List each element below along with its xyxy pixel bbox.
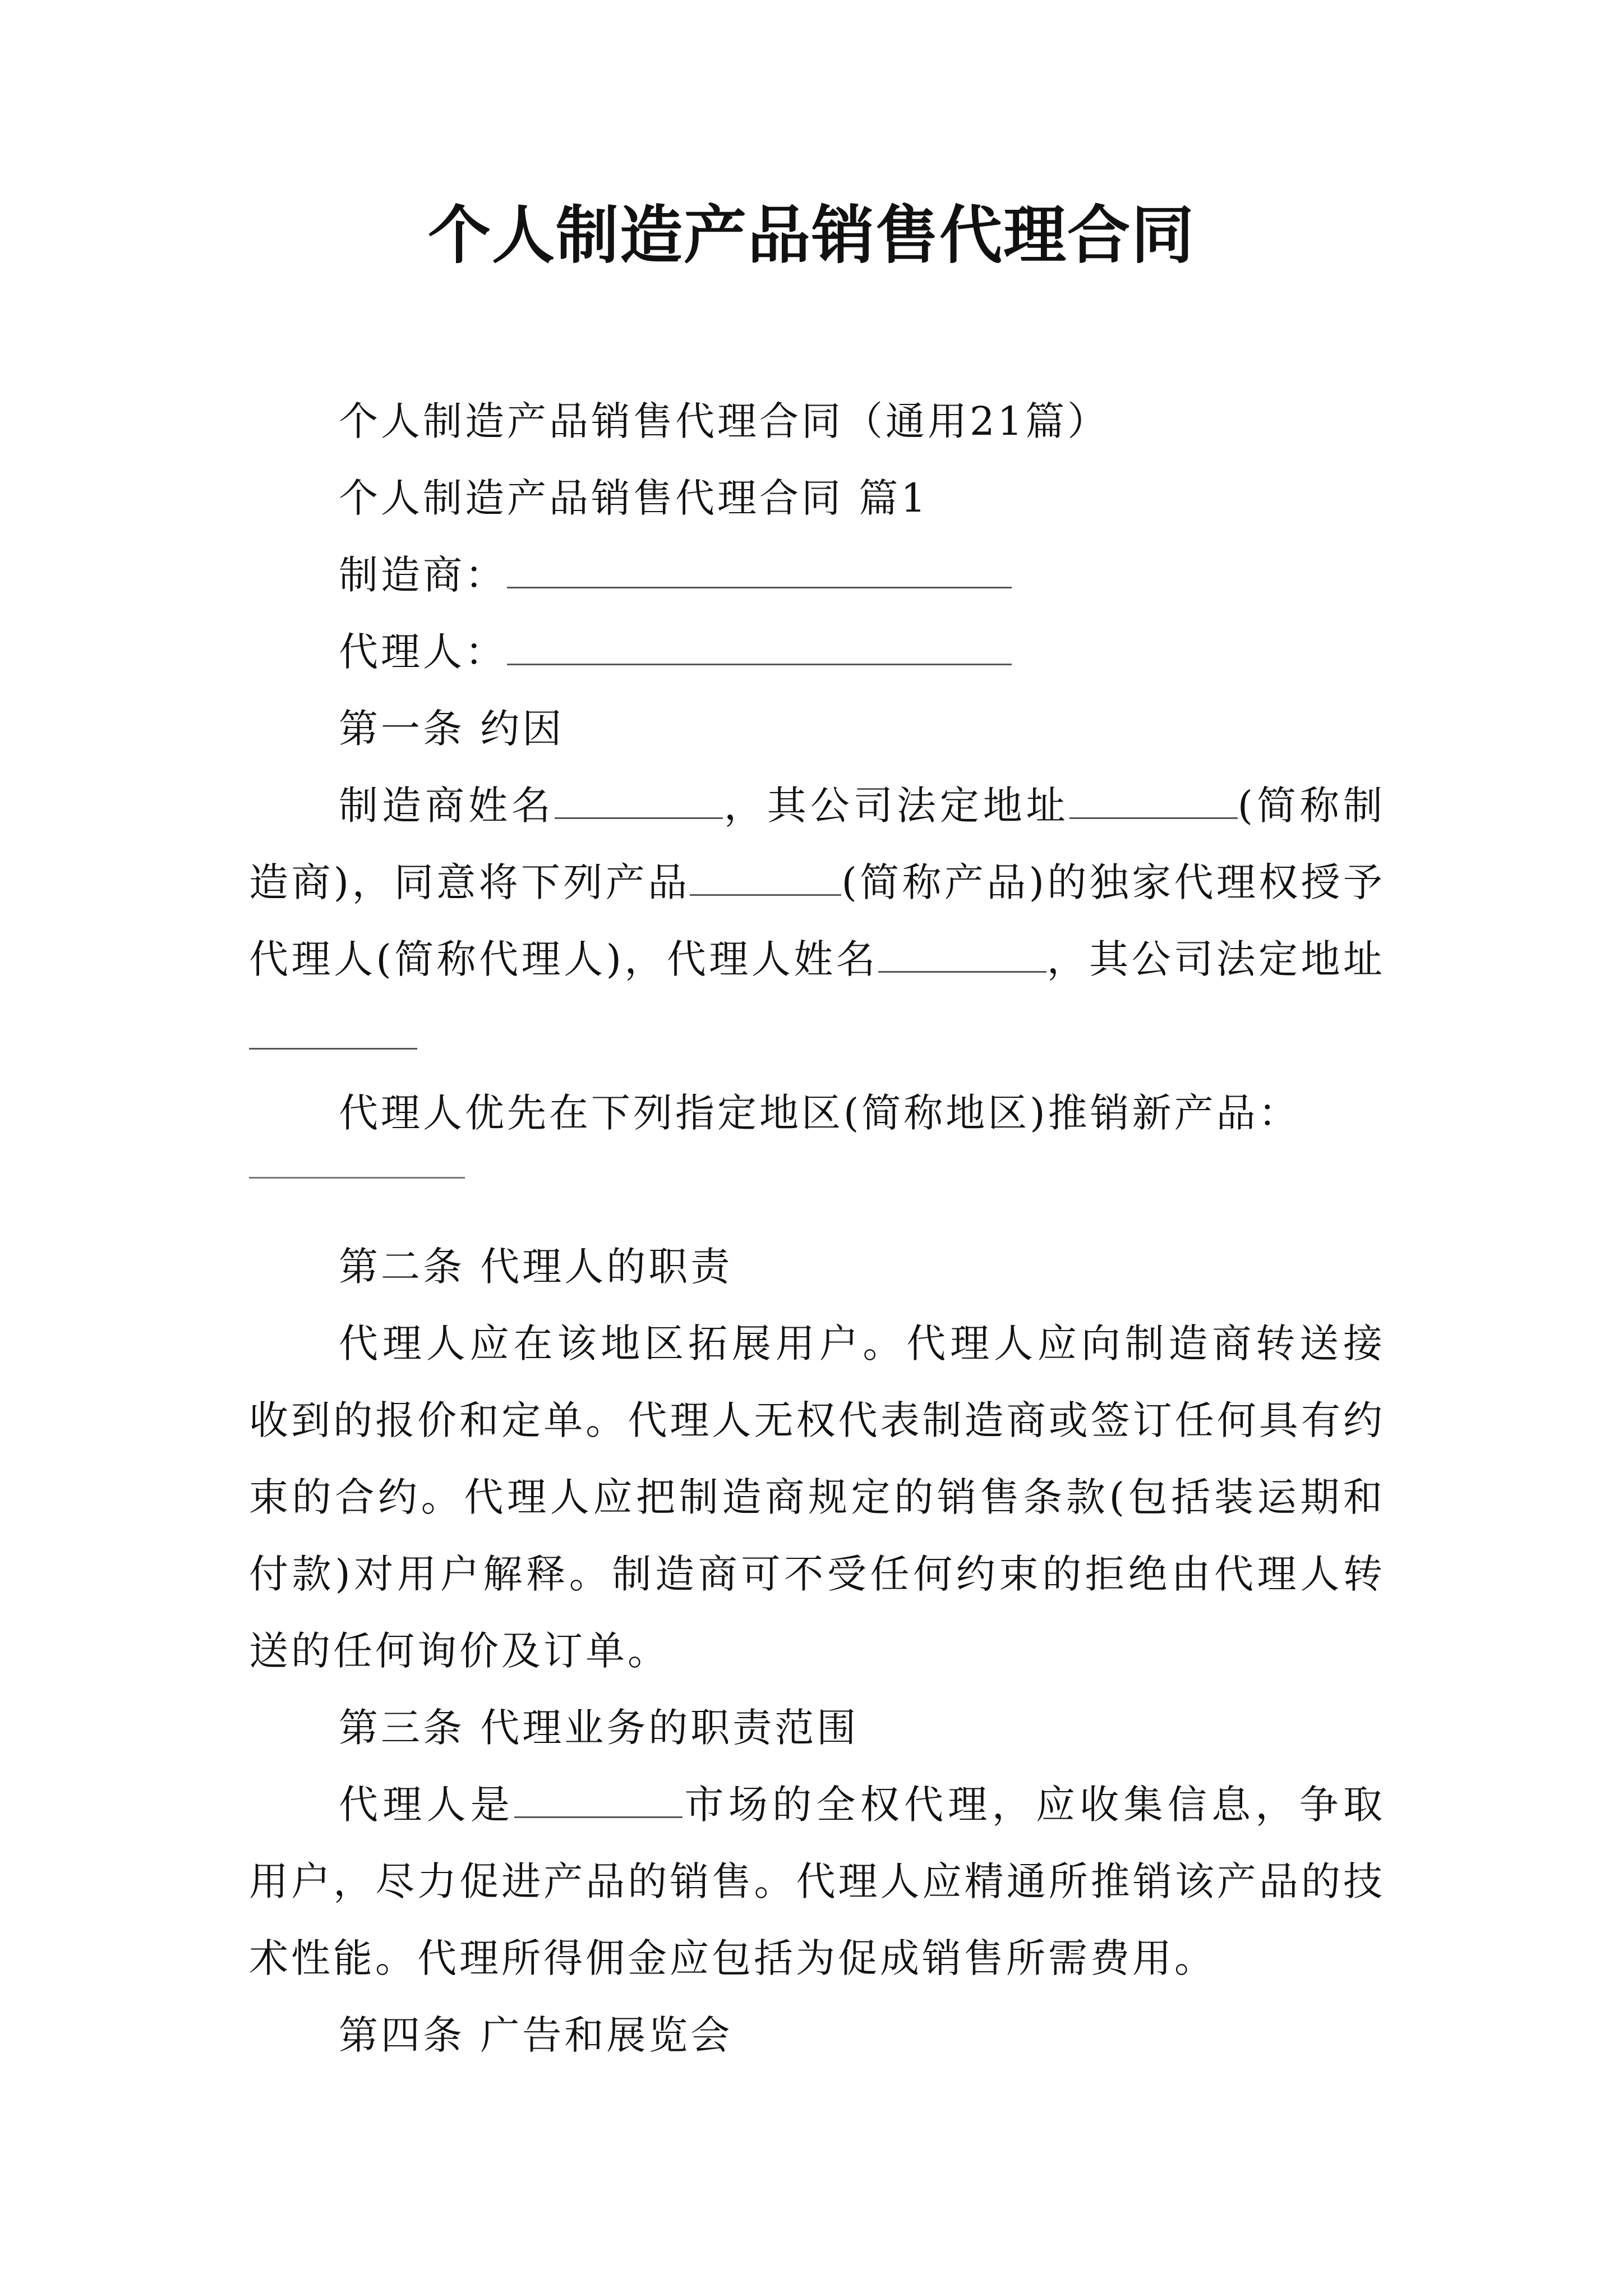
article-3-paragraph-1 [249, 1766, 1385, 1997]
text-run: 代理人是 [339, 1782, 515, 1828]
agent-address-blank [249, 1015, 417, 1050]
agent-label: 代理人： [339, 629, 507, 675]
region-blank-line [249, 1177, 465, 1179]
agent-line [249, 614, 1385, 691]
article-4-heading: 第四条 广告和展览会 [339, 2012, 733, 2058]
article-3-heading: 第三条 代理业务的职责范围 [339, 1705, 859, 1751]
text-run: 制造商姓名 [339, 783, 555, 829]
article-2-paragraph-1: 代理人应在该地区拓展用户。代理人应向制造商转送接收到的报价和定单。代理人无权代表制造商或签订任何具有约束的合约。代理人应把制造商规定的销售条款(包括装运期和付款)对用户解释。制造商可不受任何约束的拒绝由代理人转送的任何询价及订单。 [249, 1320, 1385, 1674]
article-1-heading: 第一条 约因 [339, 706, 565, 752]
manufacturer-label: 制造商： [339, 552, 507, 598]
agent-blank [507, 631, 1012, 665]
article-2-heading: 第二条 代理人的职责 [339, 1244, 733, 1290]
region-blank [249, 1152, 1385, 1228]
agent-name-blank [878, 938, 1046, 973]
document-body [249, 383, 1385, 2074]
text-run: ，其公司法定地址 [722, 783, 1069, 829]
product-blank [690, 862, 841, 896]
chapter-heading: 个人制造产品销售代理合同 篇1 [339, 475, 929, 521]
text-run: 市场的全权代理，应收集信息，争取用户，尽力促进产品的销售。代理人应精通所推销该产品的技术性能。代理所得佣金应包括为促成销售所需费用。 [249, 1782, 1386, 1981]
market-blank [514, 1784, 683, 1818]
text-run: ，其公司法定地址 [1046, 936, 1385, 982]
manufacturer-line [249, 537, 1385, 614]
manufacturer-blank [507, 554, 1012, 588]
document-subtitle: 个人制造产品销售代理合同（通用21篇） [339, 398, 1110, 444]
text-run: (简称制造商)，同意将下列产品 [249, 783, 1386, 905]
article-1-paragraph-1 [249, 767, 1385, 1075]
document-title: 个人制造产品销售代理合同 [428, 199, 1195, 272]
manufacturer-address-blank [1069, 785, 1238, 819]
text-run: (简称产品)的独家代理权授予代理人(简称代理人)，代理人姓名 [249, 859, 1385, 982]
article-1-paragraph-2: 代理人优先在下列指定地区(简称地区)推销新产品： [339, 1090, 1301, 1136]
manufacturer-name-blank [555, 785, 723, 819]
